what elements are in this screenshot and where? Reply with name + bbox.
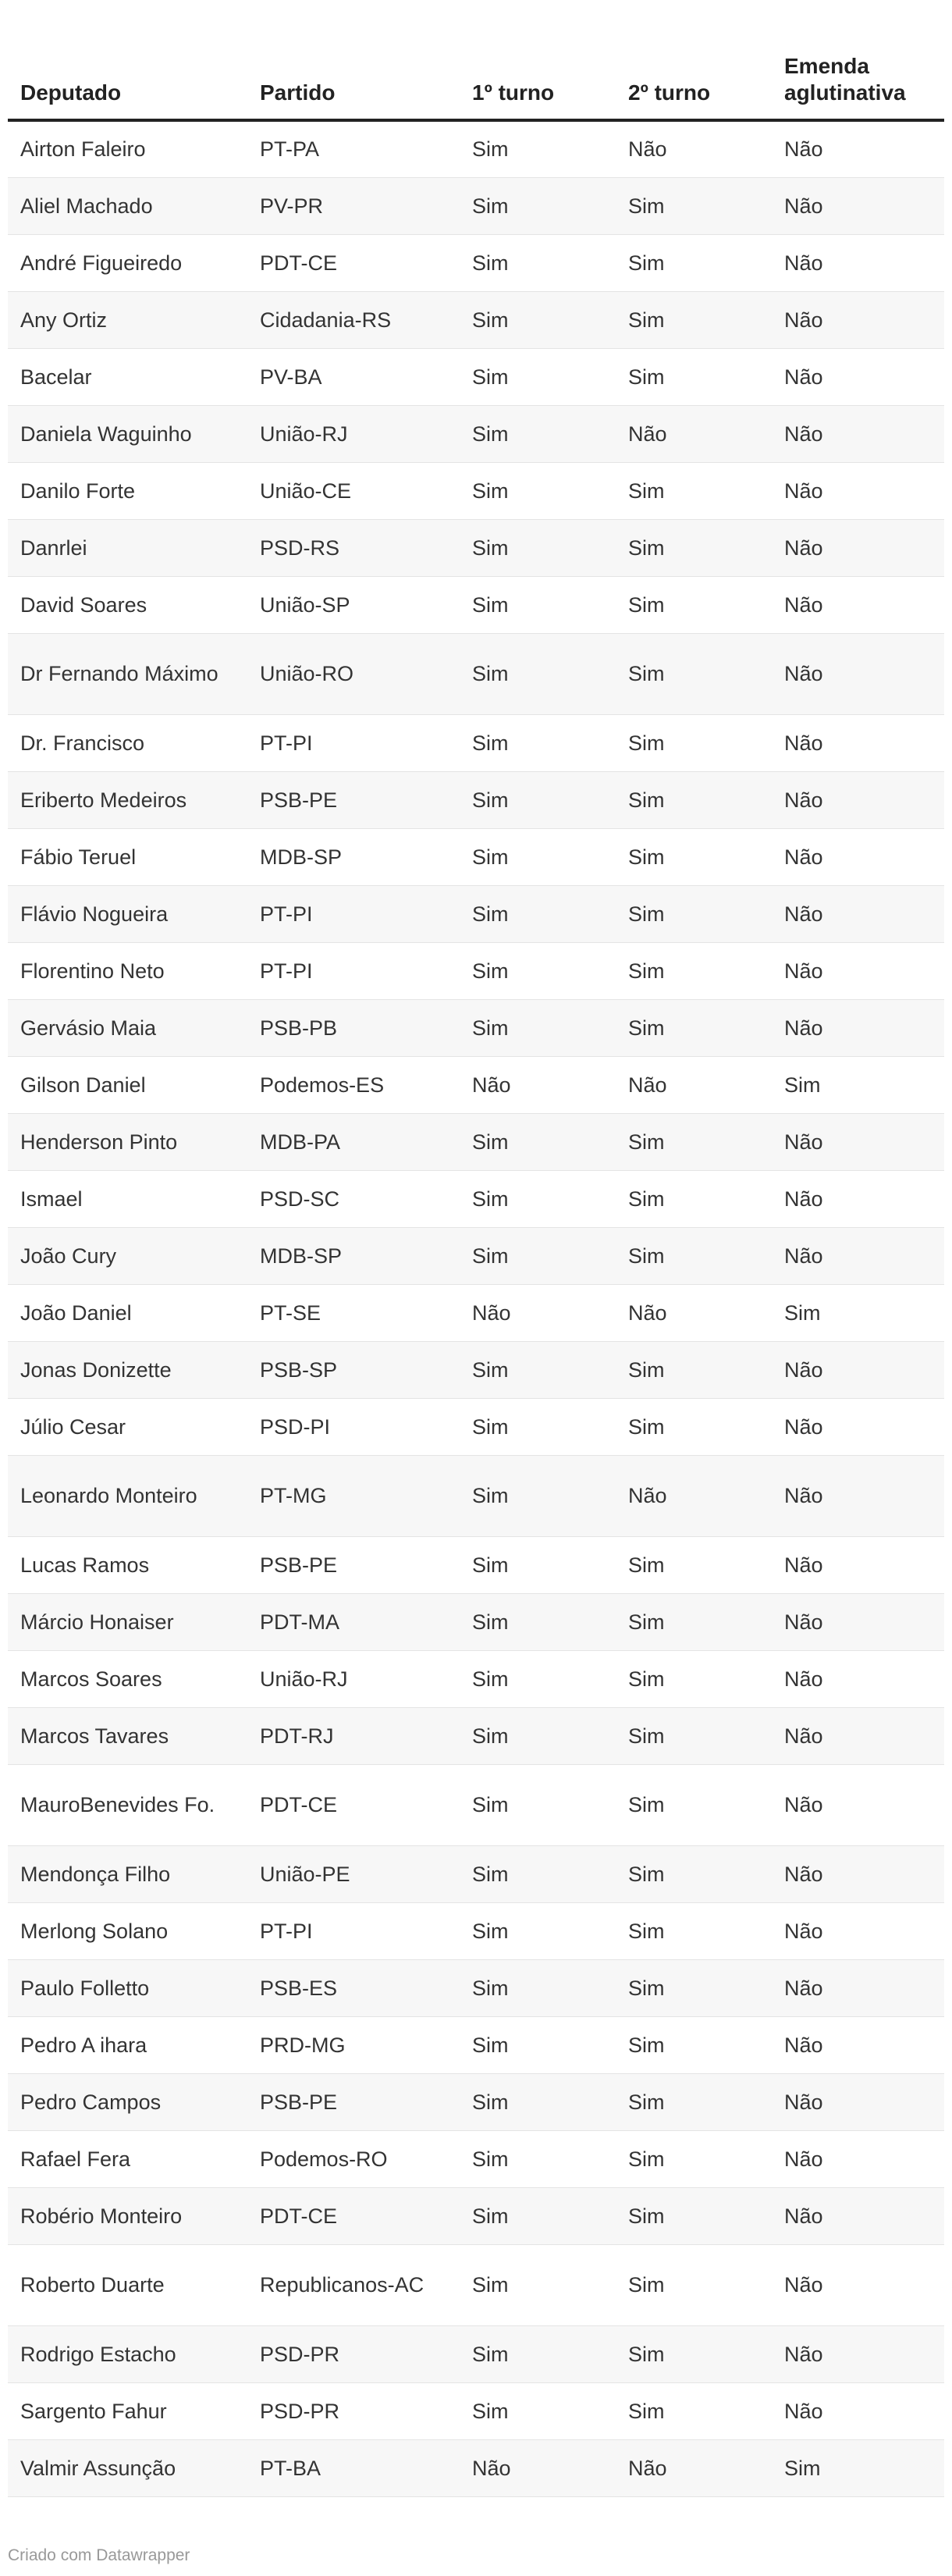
- cell-turno1: Sim: [460, 1593, 616, 1650]
- cell-deputado: Pedro Campos: [8, 2073, 247, 2130]
- table-row: [8, 1902, 944, 1959]
- cell-turno2: Sim: [616, 1593, 772, 1650]
- cell-deputado: Eriberto Medeiros: [8, 771, 247, 828]
- cell-partido: Podemos-RO: [247, 2130, 460, 2187]
- cell-turno2: Sim: [616, 1170, 772, 1227]
- cell-turno1: Sim: [460, 1902, 616, 1959]
- cell-emenda: Não: [772, 1593, 944, 1650]
- cell-partido: PV-PR: [247, 177, 460, 234]
- cell-partido: PSB-PB: [247, 999, 460, 1056]
- cell-partido: PT-PI: [247, 885, 460, 942]
- cell-turno2: Sim: [616, 2244, 772, 2325]
- cell-turno1: Sim: [460, 177, 616, 234]
- cell-partido: PSD-SC: [247, 1170, 460, 1227]
- cell-emenda: Não: [772, 576, 944, 633]
- cell-turno2: Sim: [616, 1959, 772, 2016]
- cell-turno2: Sim: [616, 2325, 772, 2382]
- cell-deputado: Flávio Nogueira: [8, 885, 247, 942]
- cell-turno1: Sim: [460, 1707, 616, 1764]
- cell-partido: MDB-SP: [247, 1227, 460, 1284]
- cell-deputado: João Cury: [8, 1227, 247, 1284]
- table-row: [8, 1707, 944, 1764]
- cell-emenda: Não: [772, 714, 944, 771]
- table-row: [8, 1056, 944, 1113]
- cell-partido: Cidadania-RS: [247, 291, 460, 348]
- cell-partido: PSD-PR: [247, 2382, 460, 2439]
- cell-emenda: Não: [772, 2382, 944, 2439]
- table-row: [8, 1113, 944, 1170]
- cell-turno1: Sim: [460, 348, 616, 405]
- table-row: [8, 177, 944, 234]
- cell-turno2: Sim: [616, 2016, 772, 2073]
- cell-emenda: Não: [772, 120, 944, 177]
- cell-emenda: Não: [772, 1707, 944, 1764]
- cell-turno1: Sim: [460, 2325, 616, 2382]
- cell-partido: Republicanos-AC: [247, 2244, 460, 2325]
- cell-turno2: Sim: [616, 2073, 772, 2130]
- cell-partido: PRD-MG: [247, 2016, 460, 2073]
- table-row: [8, 1170, 944, 1227]
- table-row: [8, 633, 944, 714]
- cell-partido: PSB-ES: [247, 1959, 460, 2016]
- cell-partido: PSB-PE: [247, 1536, 460, 1593]
- cell-deputado: Valmir Assunção: [8, 2439, 247, 2496]
- table-row: [8, 1227, 944, 1284]
- table-body: [8, 120, 944, 2496]
- cell-emenda: Não: [772, 633, 944, 714]
- table-row: [8, 120, 944, 177]
- table-row: [8, 1959, 944, 2016]
- header-row: [8, 23, 944, 120]
- cell-deputado: Merlong Solano: [8, 1902, 247, 1959]
- cell-deputado: João Daniel: [8, 1284, 247, 1341]
- cell-emenda: Não: [772, 1902, 944, 1959]
- cell-turno2: Sim: [616, 942, 772, 999]
- cell-turno2: Sim: [616, 1764, 772, 1845]
- cell-turno2: Sim: [616, 348, 772, 405]
- table-row: [8, 234, 944, 291]
- table-row: [8, 1455, 944, 1536]
- header-emenda[interactable]: Emenda aglutinativa: [772, 23, 944, 120]
- cell-deputado: Aliel Machado: [8, 177, 247, 234]
- cell-turno2: Sim: [616, 2187, 772, 2244]
- cell-partido: União-PE: [247, 1845, 460, 1902]
- cell-turno1: Sim: [460, 519, 616, 576]
- cell-turno1: Sim: [460, 1398, 616, 1455]
- cell-partido: União-RJ: [247, 405, 460, 462]
- cell-turno1: Não: [460, 1284, 616, 1341]
- table-row: [8, 1536, 944, 1593]
- cell-emenda: Não: [772, 1398, 944, 1455]
- cell-deputado: Lucas Ramos: [8, 1536, 247, 1593]
- cell-emenda: Não: [772, 234, 944, 291]
- cell-partido: PSB-PE: [247, 771, 460, 828]
- cell-deputado: Daniela Waguinho: [8, 405, 247, 462]
- cell-partido: PSD-PR: [247, 2325, 460, 2382]
- cell-turno1: Sim: [460, 291, 616, 348]
- cell-emenda: Não: [772, 1650, 944, 1707]
- cell-emenda: Não: [772, 2016, 944, 2073]
- cell-deputado: Ismael: [8, 1170, 247, 1227]
- cell-turno1: Sim: [460, 885, 616, 942]
- cell-emenda: Não: [772, 177, 944, 234]
- cell-turno1: Sim: [460, 1764, 616, 1845]
- cell-partido: PSB-SP: [247, 1341, 460, 1398]
- cell-turno1: Sim: [460, 2016, 616, 2073]
- cell-turno1: Sim: [460, 234, 616, 291]
- cell-emenda: Não: [772, 2073, 944, 2130]
- cell-partido: MDB-PA: [247, 1113, 460, 1170]
- cell-deputado: Marcos Tavares: [8, 1707, 247, 1764]
- table-row: [8, 828, 944, 885]
- cell-partido: MDB-SP: [247, 828, 460, 885]
- cell-turno2: Sim: [616, 234, 772, 291]
- cell-deputado: Rodrigo Estacho: [8, 2325, 247, 2382]
- cell-turno1: Sim: [460, 999, 616, 1056]
- cell-turno2: Não: [616, 1284, 772, 1341]
- cell-emenda: Não: [772, 2187, 944, 2244]
- cell-turno1: Sim: [460, 1170, 616, 1227]
- cell-emenda: Não: [772, 2130, 944, 2187]
- table-row: [8, 576, 944, 633]
- table-row: [8, 1593, 944, 1650]
- cell-turno1: Sim: [460, 1536, 616, 1593]
- cell-partido: PT-BA: [247, 2439, 460, 2496]
- cell-partido: PT-PI: [247, 1902, 460, 1959]
- cell-turno1: Sim: [460, 828, 616, 885]
- cell-turno2: Sim: [616, 1113, 772, 1170]
- cell-emenda: Não: [772, 942, 944, 999]
- cell-turno2: Sim: [616, 1536, 772, 1593]
- table-row: [8, 942, 944, 999]
- cell-turno1: Sim: [460, 2187, 616, 2244]
- cell-emenda: Não: [772, 2325, 944, 2382]
- cell-turno2: Sim: [616, 1398, 772, 1455]
- cell-deputado: Júlio Cesar: [8, 1398, 247, 1455]
- cell-turno2: Sim: [616, 633, 772, 714]
- cell-turno2: Não: [616, 120, 772, 177]
- cell-turno1: Sim: [460, 1959, 616, 2016]
- cell-partido: PDT-RJ: [247, 1707, 460, 1764]
- table-row: [8, 1764, 944, 1845]
- cell-turno1: Sim: [460, 1845, 616, 1902]
- cell-partido: PT-PI: [247, 714, 460, 771]
- header-turno2[interactable]: 2º turno: [616, 23, 772, 120]
- table-row: [8, 771, 944, 828]
- cell-partido: PT-MG: [247, 1455, 460, 1536]
- table-row: [8, 2244, 944, 2325]
- table-row: [8, 2016, 944, 2073]
- cell-partido: PT-PI: [247, 942, 460, 999]
- cell-emenda: Não: [772, 519, 944, 576]
- cell-deputado: Danilo Forte: [8, 462, 247, 519]
- cell-turno1: Sim: [460, 120, 616, 177]
- cell-turno1: Sim: [460, 2073, 616, 2130]
- cell-emenda: Não: [772, 1227, 944, 1284]
- cell-deputado: Robério Monteiro: [8, 2187, 247, 2244]
- cell-turno2: Sim: [616, 291, 772, 348]
- cell-partido: PDT-CE: [247, 2187, 460, 2244]
- cell-deputado: Mendonça Filho: [8, 1845, 247, 1902]
- cell-turno1: Sim: [460, 1650, 616, 1707]
- cell-deputado: Jonas Donizette: [8, 1341, 247, 1398]
- cell-deputado: Gilson Daniel: [8, 1056, 247, 1113]
- cell-turno1: Sim: [460, 2130, 616, 2187]
- cell-turno2: Sim: [616, 999, 772, 1056]
- cell-deputado: Pedro A ihara: [8, 2016, 247, 2073]
- table-row: [8, 2130, 944, 2187]
- cell-turno2: Sim: [616, 1341, 772, 1398]
- cell-deputado: Rafael Fera: [8, 2130, 247, 2187]
- cell-turno2: Não: [616, 2439, 772, 2496]
- cell-deputado: Marcos Soares: [8, 1650, 247, 1707]
- cell-partido: União-RJ: [247, 1650, 460, 1707]
- cell-emenda: Não: [772, 348, 944, 405]
- cell-partido: Podemos-ES: [247, 1056, 460, 1113]
- cell-emenda: Não: [772, 828, 944, 885]
- cell-turno2: Não: [616, 405, 772, 462]
- cell-turno1: Sim: [460, 942, 616, 999]
- cell-turno2: Sim: [616, 177, 772, 234]
- cell-deputado: Bacelar: [8, 348, 247, 405]
- cell-partido: União-CE: [247, 462, 460, 519]
- cell-turno1: Sim: [460, 1455, 616, 1536]
- cell-turno2: Sim: [616, 462, 772, 519]
- cell-turno1: Sim: [460, 462, 616, 519]
- cell-deputado: David Soares: [8, 576, 247, 633]
- cell-turno2: Sim: [616, 885, 772, 942]
- table-row: [8, 1341, 944, 1398]
- footer-credit[interactable]: Criado com Datawrapper: [8, 2546, 190, 2564]
- cell-turno1: Sim: [460, 771, 616, 828]
- cell-emenda: Não: [772, 1341, 944, 1398]
- cell-turno1: Sim: [460, 714, 616, 771]
- cell-turno2: Sim: [616, 2130, 772, 2187]
- cell-turno2: Sim: [616, 1650, 772, 1707]
- cell-partido: PSD-PI: [247, 1398, 460, 1455]
- cell-emenda: Não: [772, 1170, 944, 1227]
- cell-deputado: Leonardo Monteiro: [8, 1455, 247, 1536]
- cell-turno1: Não: [460, 2439, 616, 2496]
- cell-turno1: Sim: [460, 1227, 616, 1284]
- cell-deputado: Fábio Teruel: [8, 828, 247, 885]
- cell-turno2: Sim: [616, 1227, 772, 1284]
- cell-emenda: Não: [772, 405, 944, 462]
- cell-emenda: Não: [772, 462, 944, 519]
- votes-table: [8, 23, 944, 2497]
- cell-deputado: Florentino Neto: [8, 942, 247, 999]
- cell-turno2: Sim: [616, 1902, 772, 1959]
- table-row: [8, 1845, 944, 1902]
- cell-turno2: Sim: [616, 1845, 772, 1902]
- table-row: [8, 2187, 944, 2244]
- table-row: [8, 1650, 944, 1707]
- table-row: [8, 999, 944, 1056]
- cell-turno1: Sim: [460, 633, 616, 714]
- cell-emenda: Não: [772, 1845, 944, 1902]
- cell-turno2: Sim: [616, 1707, 772, 1764]
- table-row: [8, 714, 944, 771]
- table-row: [8, 519, 944, 576]
- cell-turno2: Sim: [616, 519, 772, 576]
- cell-deputado: Sargento Fahur: [8, 2382, 247, 2439]
- table-row: [8, 405, 944, 462]
- cell-emenda: Não: [772, 1113, 944, 1170]
- cell-partido: PT-PA: [247, 120, 460, 177]
- table-row: [8, 2439, 944, 2496]
- cell-partido: PV-BA: [247, 348, 460, 405]
- cell-emenda: Não: [772, 2244, 944, 2325]
- header-partido[interactable]: Partido: [247, 23, 460, 120]
- cell-turno1: Sim: [460, 576, 616, 633]
- header-deputado[interactable]: Deputado: [8, 23, 247, 120]
- table-row: [8, 2073, 944, 2130]
- cell-partido: PSB-PE: [247, 2073, 460, 2130]
- table-row: [8, 462, 944, 519]
- table-row: [8, 291, 944, 348]
- cell-emenda: Não: [772, 1455, 944, 1536]
- table-row: [8, 2382, 944, 2439]
- cell-turno2: Sim: [616, 828, 772, 885]
- cell-emenda: Sim: [772, 1056, 944, 1113]
- cell-emenda: Não: [772, 885, 944, 942]
- cell-deputado: MauroBenevides Fo.: [8, 1764, 247, 1845]
- cell-emenda: Não: [772, 291, 944, 348]
- cell-turno1: Sim: [460, 2244, 616, 2325]
- cell-turno2: Não: [616, 1056, 772, 1113]
- cell-deputado: Gervásio Maia: [8, 999, 247, 1056]
- cell-emenda: Não: [772, 999, 944, 1056]
- cell-partido: PT-SE: [247, 1284, 460, 1341]
- cell-deputado: Dr Fernando Máximo: [8, 633, 247, 714]
- cell-turno2: Sim: [616, 714, 772, 771]
- table-row: [8, 885, 944, 942]
- cell-deputado: Paulo Folletto: [8, 1959, 247, 2016]
- cell-turno1: Sim: [460, 405, 616, 462]
- header-turno1[interactable]: 1º turno: [460, 23, 616, 120]
- cell-deputado: Any Ortiz: [8, 291, 247, 348]
- cell-deputado: Roberto Duarte: [8, 2244, 247, 2325]
- cell-turno1: Sim: [460, 1113, 616, 1170]
- cell-deputado: Danrlei: [8, 519, 247, 576]
- cell-partido: PSD-RS: [247, 519, 460, 576]
- cell-emenda: Não: [772, 1536, 944, 1593]
- cell-partido: PDT-CE: [247, 234, 460, 291]
- cell-turno2: Sim: [616, 771, 772, 828]
- cell-emenda: Não: [772, 771, 944, 828]
- cell-partido: União-SP: [247, 576, 460, 633]
- cell-turno1: Sim: [460, 2382, 616, 2439]
- cell-emenda: Não: [772, 1959, 944, 2016]
- cell-emenda: Não: [772, 1764, 944, 1845]
- table-row: [8, 1398, 944, 1455]
- cell-turno2: Não: [616, 1455, 772, 1536]
- cell-turno1: Sim: [460, 1341, 616, 1398]
- cell-partido: PDT-MA: [247, 1593, 460, 1650]
- cell-turno1: Não: [460, 1056, 616, 1113]
- cell-partido: União-RO: [247, 633, 460, 714]
- table-row: [8, 1284, 944, 1341]
- cell-partido: PDT-CE: [247, 1764, 460, 1845]
- cell-deputado: Henderson Pinto: [8, 1113, 247, 1170]
- cell-deputado: André Figueiredo: [8, 234, 247, 291]
- cell-emenda: Sim: [772, 1284, 944, 1341]
- cell-turno2: Sim: [616, 576, 772, 633]
- table-row: [8, 2325, 944, 2382]
- table-row: [8, 348, 944, 405]
- cell-turno2: Sim: [616, 2382, 772, 2439]
- table-header: [8, 23, 944, 120]
- cell-deputado: Dr. Francisco: [8, 714, 247, 771]
- cell-deputado: Airton Faleiro: [8, 120, 247, 177]
- cell-deputado: Márcio Honaiser: [8, 1593, 247, 1650]
- cell-emenda: Sim: [772, 2439, 944, 2496]
